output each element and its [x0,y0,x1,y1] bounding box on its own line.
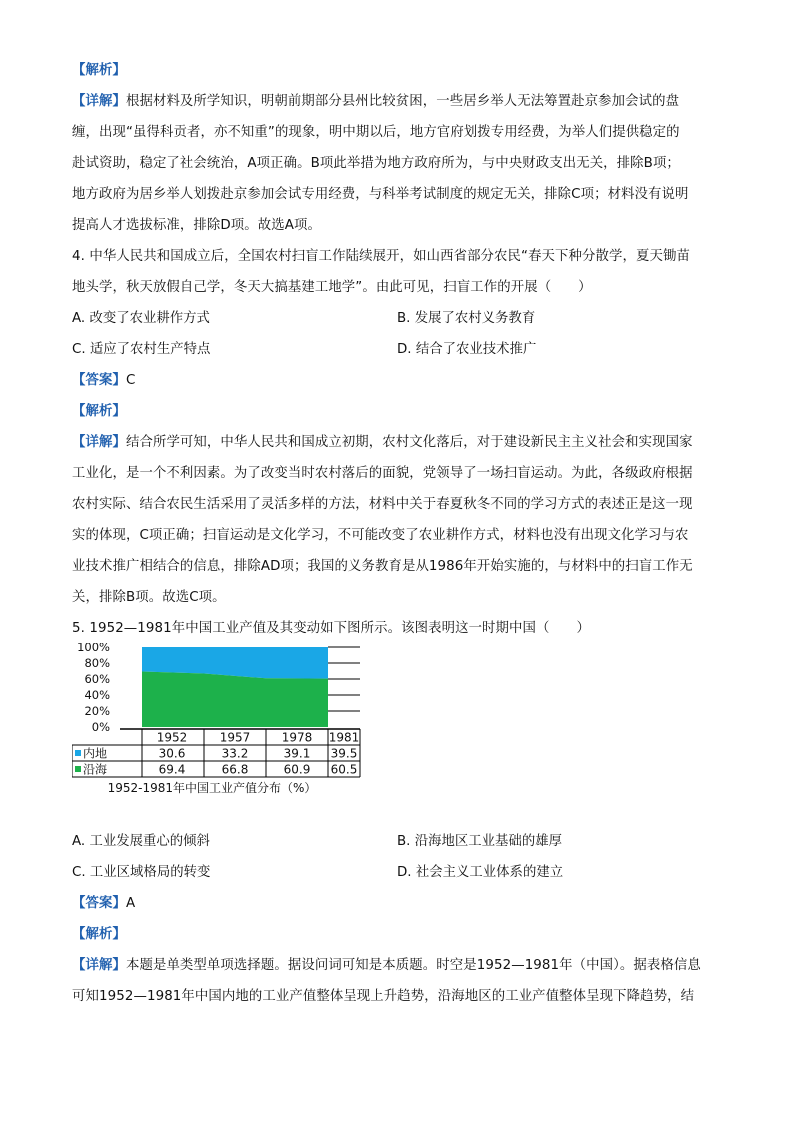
x-category-label: 1952 [156,730,188,745]
q4-option-c: C. 适应了农村生产特点 [72,342,211,357]
q4-detail-label: 【详解】 [72,435,126,450]
x-category-label: 1957 [219,730,251,745]
data-label: 66.8 [221,762,249,777]
q4-options-row-2 [72,341,722,372]
legend-label: 内地 [83,746,108,761]
q3-detail-line-2: 缠，出现“虽得科贡者，亦不知重”的现象，明中期以后，地方官府划拨专用经费，为举人们提供稳定的 [72,125,680,140]
q5-option-c: C. 工业区域格局的转变 [72,865,211,880]
q5-options-row-1 [72,833,722,864]
q4-option-a: A. 改变了农业耕作方式 [72,311,210,326]
q5-answer: 【答案】A [72,896,136,911]
q4-stem-line-1: 4. 中华人民共和国成立后，全国农村扫盲工作陆续展开，如山西省部分农民“春天下种分散学，夏天锄苗 [72,249,690,264]
legend-swatch-coastal [75,766,81,772]
y-tick-label: 100% [77,643,110,654]
q4-detail-line-3: 农村实际、结合农民生活采用了灵活多样的方法，材料中关于春夏秋冬不同的学习方式的表述正是这一现 [72,497,693,512]
industry-chart [72,643,372,825]
data-label: 30.6 [158,746,186,761]
y-tick-label: 80% [84,656,110,670]
y-tick-label: 40% [84,688,110,702]
q3-detail-line-4: 地方政府为居乡举人划拨赴京参加会试专用经费，与科举考试制度的规定无关，排除C项；材料没有说明 [72,187,689,202]
q5-option-d: D. 社会主义工业体系的建立 [397,865,564,880]
q5-stem: 5. 1952—1981年中国工业产值及其变动如下图所示。该图表明这一时期中国（ ） [72,621,590,636]
data-label: 33.2 [221,746,249,761]
q4-analysis-heading: 【解析】 [72,404,126,419]
area-series-coastal [142,671,328,727]
q3-detail-line-5: 提高人才选拔标准，排除D项。故选A项。 [72,218,322,233]
chart-title: 1952-1981年中国工业产值分布（%） [107,781,317,795]
legend-label: 沿海 [83,762,108,777]
data-label: 60.9 [283,762,311,777]
y-tick-label: 20% [84,704,110,718]
industry-chart-svg [72,643,372,825]
data-label: 39.5 [330,746,358,761]
q4-detail-line-6: 关，排除B项。故选C项。 [72,590,226,605]
q4-options-row-1 [72,310,722,341]
q4-answer: 【答案】C [72,373,136,388]
q3-detail-line-3: 赴试资助，稳定了社会统治，A项正确。B项此举措为地方政府所为，与中央财政支出无关，排除B项； [72,156,680,171]
q3-analysis-heading: 【解析】 [72,63,126,78]
data-label: 39.1 [283,746,311,761]
data-label: 69.4 [158,762,186,777]
q4-detail-line-2: 工业化，是一个不利因素。为了改变当时农村落后的面貌，党领导了一场扫盲运动。为此，各级政府根据 [72,466,693,481]
q4-stem-line-2: 地头学，秋天放假自己学，冬天大搞基建工地学”。由此可见，扫盲工作的开展（ ） [72,280,592,295]
q5-option-a: A. 工业发展重心的倾斜 [72,834,210,849]
data-label: 60.5 [330,762,358,777]
q4-option-d: D. 结合了农业技术推广 [397,342,537,357]
q3-detail-line-1: 【详解】根据材料及所学知识，明朝前期部分县州比较贫困，一些居乡举人无法筹置赴京参加会试的盘 [72,94,680,109]
q4-option-b: B. 发展了农村义务教育 [397,311,536,326]
x-category-label: 1978 [281,730,313,745]
q5-option-b: B. 沿海地区工业基础的雄厚 [397,834,562,849]
q5-detail-line-1: 【详解】本题是单类型单项选择题。据设问词可知是本质题。时空是1952—1981年（中国）。据表格信息 [72,958,701,973]
q5-analysis-heading: 【解析】 [72,927,126,942]
y-tick-label: 60% [84,672,110,686]
q5-detail-line-2: 可知1952—1981年中国内地的工业产值整体呈现上升趋势，沿海地区的工业产值整体呈现下降趋势，结 [72,989,695,1004]
q4-detail-line-1: 【详解】结合所学可知，中华人民共和国成立初期，农村文化落后，对于建设新民主主义社会和实现国家 [72,435,693,450]
q5-options-row-2 [72,864,722,895]
q4-detail-line-4: 实的体现，C项正确；扫盲运动是文化学习，不可能改变了农业耕作方式，材料也没有出现文化学习与农 [72,528,689,543]
page [72,62,722,1019]
q5-detail-label: 【详解】 [72,958,126,973]
y-tick-label: 0% [91,720,110,734]
x-category-label: 1981 [328,730,360,745]
q3-detail-label: 【详解】 [72,94,126,109]
legend-swatch-inland [75,750,81,756]
q4-detail-line-5: 业技术推广相结合的信息，排除AD项；我国的义务教育是从1986年开始实施的，与材料中的扫盲工作无 [72,559,693,574]
